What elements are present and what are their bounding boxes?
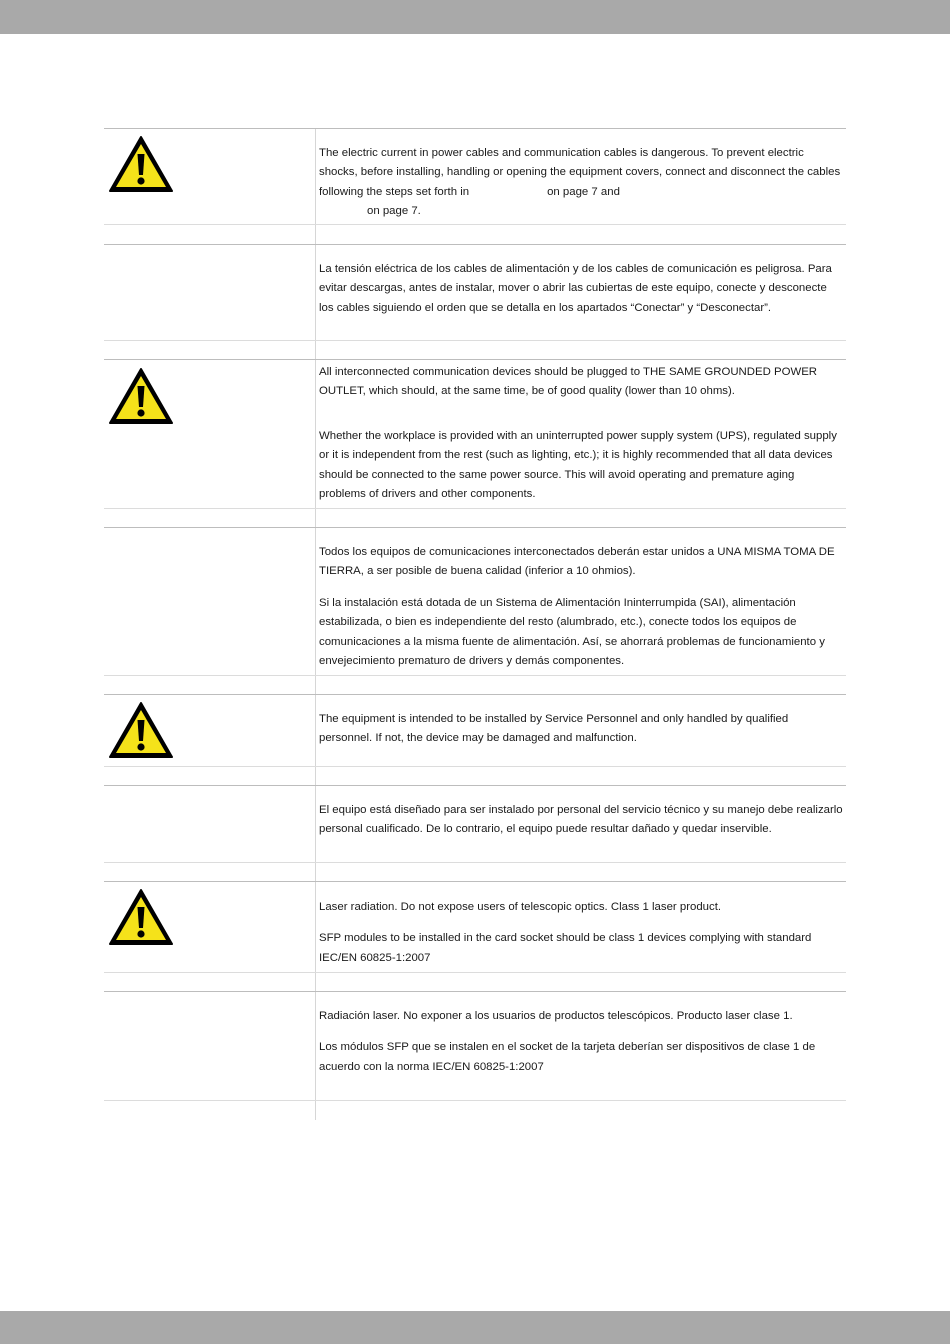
warning-paragraph: The equipment is intended to be installed by Service Personnel and only handled by qualified personnel. If not, the device may be damaged and malfunction.	[319, 713, 789, 745]
warning-paragraph: El equipo está diseñado para ser instalado por personal del servicio técnico y su manejo debe realizarlo personal cualificado. De lo contrario, el equipo puede resultar dañado y quedar inservible.	[319, 804, 843, 836]
warning-paragraph: Los módulos SFP que se instalen en el socket de la tarjeta deberían ser dispositivos de clase 1 de acuerdo con la norma IEC/EN 60825-1:2007	[319, 1041, 816, 1073]
warning-text-personnel-en	[319, 710, 844, 749]
page-footer-bar	[0, 1311, 950, 1344]
row-rule	[104, 675, 846, 676]
warning-triangle-icon	[108, 367, 174, 425]
warning-text-grounding-en	[319, 363, 844, 504]
row-rule	[104, 766, 846, 767]
row-rule	[104, 508, 846, 509]
row-rule	[104, 991, 846, 992]
warning-paragraph: Whether the workplace is provided with an uninterrupted power supply system (UPS), regulated supply or it is independent from the rest (such as lighting, etc.); it is highly recommended that all data devices should be connected to the same power source. This will avoid operating and premature aging problems of drivers and other components.	[319, 429, 837, 501]
warning-text-personnel-es	[319, 801, 844, 840]
warning-paragraph: All interconnected communication devices should be plugged to THE SAME GROUNDED POWER OUTLET, which should, at the same time, be of good quality (lower than 10 ohms).	[319, 366, 818, 398]
warning-text-laser-en	[319, 898, 844, 968]
row-rule	[104, 785, 846, 786]
row-rule	[104, 1100, 846, 1101]
warning-paragraph: Todos los equipos de comunicaciones interconectados deberán estar unidos a UNA MISMA TOMA DE TIERRA, a ser posible de buena calidad (inferior a 10 ohmios).	[319, 546, 835, 578]
warning-paragraph: La tensión eléctrica de los cables de alimentación y de los cables de comunicación es peligrosa. Para evitar descargas, antes de instalar, mover o abrir las cubiertas de este equipo, conecte y desconecte los cables siguiendo el orden que se detalla en los apartados “Conectar” y “Desconectar”.	[319, 263, 832, 314]
row-rule	[104, 128, 846, 129]
row-rule	[104, 527, 846, 528]
page-reference[interactable]: on page 7.	[367, 205, 421, 218]
page-reference[interactable]: on page 7	[547, 185, 598, 198]
row-rule	[104, 244, 846, 245]
warning-paragraph: The electric current in power cables and communication cables is dangerous. To prevent electric shocks, before installing, handling or opening the equipment covers, connect and disconnect the cables following the steps set forth in	[319, 147, 841, 198]
row-rule	[104, 340, 846, 341]
ref-conjunction: and	[600, 185, 620, 198]
warning-text-laser-es	[319, 1007, 844, 1077]
warning-triangle-icon	[108, 701, 174, 759]
row-rule	[104, 972, 846, 973]
row-rule	[104, 862, 846, 863]
warning-paragraph: Radiación laser. No exponer a los usuarios de productos telescópicos. Producto laser clase 1.	[319, 1010, 793, 1022]
row-rule	[104, 359, 846, 360]
page-header-bar	[0, 0, 950, 34]
warning-triangle-icon	[108, 888, 174, 946]
warning-paragraph: Laser radiation. Do not expose users of telescopic optics. Class 1 laser product.	[319, 901, 722, 913]
warning-text-electric-es	[319, 260, 844, 318]
row-rule	[104, 881, 846, 882]
warning-paragraph: SFP modules to be installed in the card socket should be class 1 devices complying with standard IEC/EN 60825-1:2007	[319, 932, 812, 964]
warning-paragraph: Si la instalación está dotada de un Sistema de Alimentación Ininterrumpida (SAI), alimentación estabilizada, o bien es independiente del resto (alumbrado, etc.), conecte todos los equipos de comunicaciones a la misma fuente de alimentación. Así, se ahorrará problemas de funcionamiento y envejecimiento prematuro de drivers y demás componentes.	[319, 596, 825, 668]
row-rule	[104, 224, 846, 225]
warning-text-electric-en	[319, 144, 844, 222]
row-rule	[104, 694, 846, 695]
warning-triangle-icon	[108, 135, 174, 193]
warning-text-grounding-es	[319, 543, 844, 671]
